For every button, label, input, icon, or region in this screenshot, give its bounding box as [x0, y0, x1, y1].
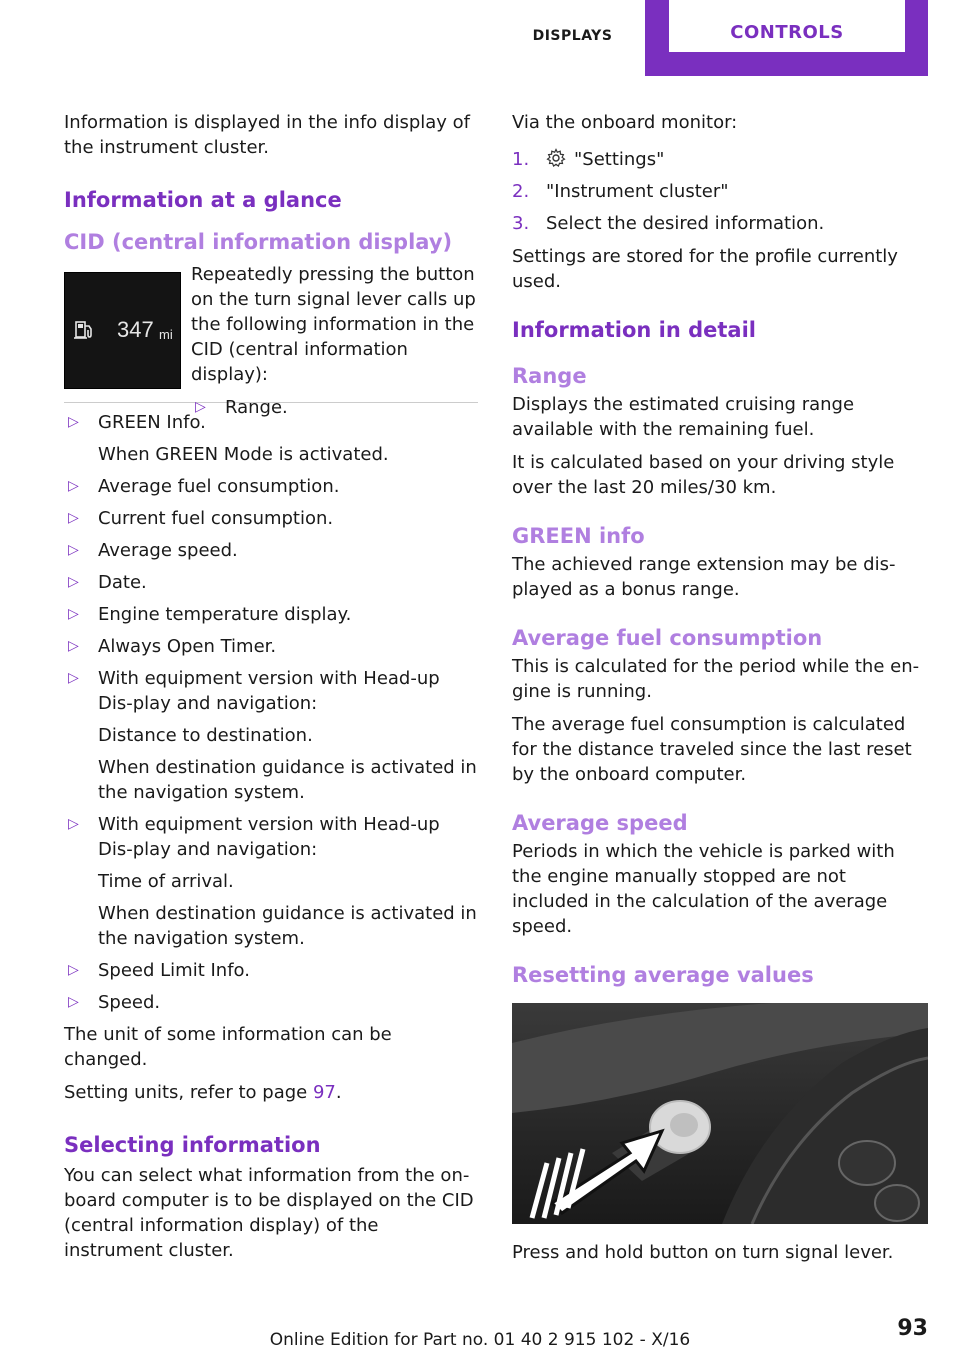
triangle-right-icon: ▷ [68, 606, 79, 622]
triangle-right-icon: ▷ [68, 638, 79, 654]
list-item-text: Current fuel consumption. [98, 508, 334, 529]
cid-text: Repeatedly pressing the button on the turn signal lever calls up the following information in the CID (central information display): [191, 264, 476, 385]
setting-units-reference [64, 1080, 478, 1105]
cid-block [64, 262, 478, 418]
turn-signal-lever-illustration [512, 1003, 928, 1224]
list-item-subtext: Time of arrival. [98, 871, 234, 892]
triangle-right-icon: ▷ [68, 962, 79, 978]
heading-average-speed: Average speed [512, 811, 688, 835]
gear-icon [546, 148, 566, 168]
list-item-text: GREEN Info. [98, 412, 206, 433]
list-item-text: Engine temperature display. [98, 604, 352, 625]
list-item [64, 666, 478, 805]
triangle-right-icon: ▷ [68, 542, 79, 558]
step-text: Select the desired information. [546, 213, 825, 234]
intro-paragraph: Information is displayed in the info display of the instrument cluster. [64, 112, 471, 158]
heading-information-in-detail: Information in detail [512, 318, 757, 342]
triangle-right-icon: ▷ [68, 816, 79, 832]
range-paragraph-2: It is calculated based on your driving style over the last 20 miles/30 km. [512, 452, 895, 498]
step-text: "Instrument cluster" [546, 181, 729, 202]
tab-displays[interactable]: DISPLAYS [532, 28, 613, 44]
settings-steps [512, 147, 928, 236]
settings-stored: Settings are stored for the profile currently used. [512, 246, 898, 292]
list-item [64, 538, 478, 563]
list-item [64, 506, 478, 531]
step-number: 2. [512, 181, 530, 202]
step-number: 3. [512, 213, 530, 234]
footer-edition: Online Edition for Part no. 01 40 2 915 102 - X/16 [269, 1330, 691, 1350]
cid-description [191, 262, 481, 427]
heading-range: Range [512, 364, 587, 388]
triangle-right-icon: ▷ [68, 414, 79, 430]
page-link-97[interactable]: 97 [312, 1082, 336, 1103]
page-number: 93 [897, 1316, 928, 1341]
setting-units-prefix: Setting units, refer to page [64, 1082, 313, 1103]
triangle-right-icon: ▷ [68, 994, 79, 1010]
list-item [64, 570, 478, 595]
list-item [64, 474, 478, 499]
step-item [512, 179, 928, 204]
unit-note: The unit of some information can be changed. [64, 1024, 392, 1070]
triangle-right-icon: ▷ [68, 510, 79, 526]
heading-cid: CID (central information display) [64, 230, 453, 254]
step-text: "Settings" [574, 149, 665, 170]
list-item-text: Speed. [98, 992, 161, 1013]
avg-speed-paragraph: Periods in which the vehicle is parked with the engine manually stopped are not included in the calculation of the average speed. [512, 841, 895, 937]
tab-controls[interactable] [645, 0, 928, 76]
list-item [64, 410, 478, 467]
step-item [512, 211, 928, 236]
heading-selecting-information: Selecting information [64, 1133, 321, 1157]
cid-range-reading: 347 [117, 317, 154, 342]
step-item [512, 147, 928, 172]
list-item-subtext: When GREEN Mode is activated. [98, 444, 389, 465]
avg-fuel-paragraph-2: The average fuel consumption is calculated for the distance traveled since the last reset by the onboard computer. [512, 714, 912, 785]
turn-signal-lever-photo [512, 1003, 928, 1224]
setting-units-suffix: . [335, 1082, 342, 1103]
header-tabs [500, 0, 930, 76]
list-item-text: Speed Limit Info. [98, 960, 250, 981]
cid-range-unit: mi [159, 327, 173, 342]
heading-information-at-a-glance: Information at a glance [64, 188, 342, 212]
heading-resetting-average-values: Resetting average values [512, 963, 814, 987]
step-number: 1. [512, 149, 530, 170]
list-item-text: With equipment version with Head-up Dis‐play and navigation: [98, 668, 440, 714]
list-item-subtext: When destination guidance is activated in the navigation system. [98, 757, 477, 803]
list-item [64, 958, 478, 983]
heading-average-fuel-consumption: Average fuel consumption [512, 626, 823, 650]
triangle-right-icon: ▷ [68, 574, 79, 590]
avg-fuel-paragraph-1: This is calculated for the period while the en‐gine is running. [512, 656, 920, 702]
triangle-right-icon: ▷ [195, 399, 206, 415]
list-item-text: With equipment version with Head-up Dis‐play and navigation: [98, 814, 440, 860]
via-onboard-monitor: Via the onboard monitor: [512, 112, 738, 133]
left-column [64, 110, 478, 1271]
tab-controls-label: CONTROLS [669, 0, 905, 52]
list-item-text: Range. [225, 397, 288, 418]
info-list [64, 410, 478, 1015]
photo-caption: Press and hold button on turn signal lever. [512, 1242, 894, 1263]
list-item [64, 602, 478, 627]
fuel-pump-icon [73, 319, 95, 341]
selecting-text: You can select what information from the on‐board computer is to be displayed on the CID (central information display) of the instrument cluster. [64, 1165, 474, 1261]
list-item-text: Average speed. [98, 540, 238, 561]
triangle-right-icon: ▷ [68, 478, 79, 494]
list-item-subtext: When destination guidance is activated in the navigation system. [98, 903, 477, 949]
list-item-text: Always Open Timer. [98, 636, 277, 657]
range-paragraph-1: Displays the estimated cruising range available with the remaining fuel. [512, 394, 855, 440]
list-item-text: Date. [98, 572, 147, 593]
list-item [64, 634, 478, 659]
list-item-text: Average fuel consumption. [98, 476, 340, 497]
green-paragraph: The achieved range extension may be dis‐played as a bonus range. [512, 554, 896, 600]
list-item [64, 812, 478, 951]
cid-display-image [64, 272, 181, 389]
triangle-right-icon: ▷ [68, 670, 79, 686]
list-item-subtext: Distance to destination. [98, 725, 313, 746]
list-item [64, 990, 478, 1015]
heading-green-info: GREEN info [512, 524, 645, 548]
right-column [512, 110, 928, 1273]
